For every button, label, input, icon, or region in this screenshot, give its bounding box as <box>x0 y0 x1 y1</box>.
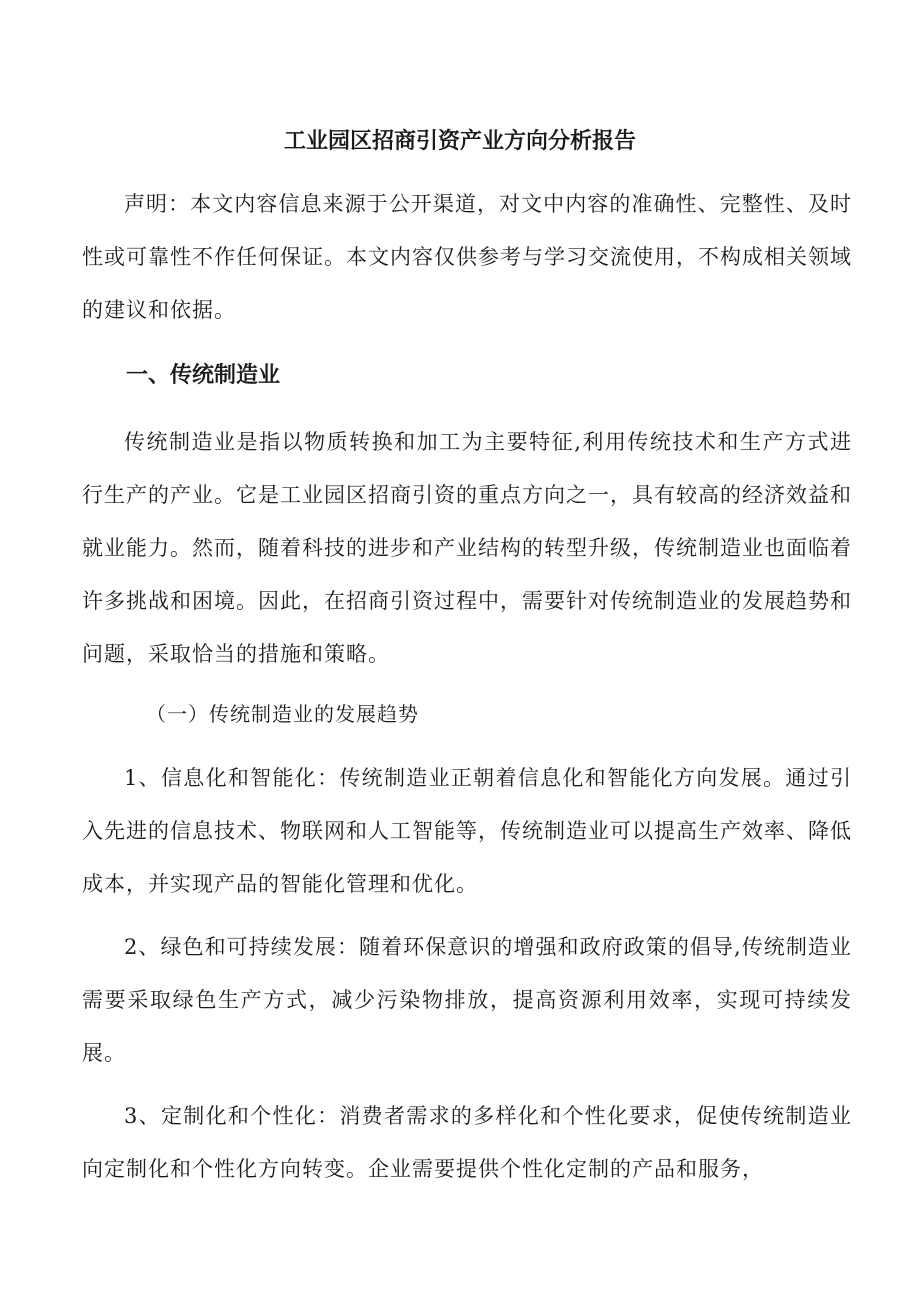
section-heading-traditional-manufacturing: 一、传统制造业 <box>126 363 281 388</box>
document-title: 工业园区招商引资产业方向分析报告 <box>283 129 636 154</box>
subsection-heading-trends: （一）传统制造业的发展趋势 <box>146 702 419 726</box>
disclaimer-paragraph: 声明：本文内容信息来源于公开渠道，对文中内容的准确性、完整性、及时性或可靠性不作任何保证。本文内容仅供参考与学习交流使用，不构成相关领域的建议和依据。 <box>82 192 852 322</box>
section-intro-paragraph: 传统制造业是指以物质转换和加工为主要特征,利用传统技术和生产方式进行生产的产业。它是工业园区招商引资的重点方向之一，具有较高的经济效益和就业能力。然而，随着科技的进步和产业结构的转型升级，传统制造业也面临着许多挑战和困境。因此，在招商引资过程中，需要针对传统制造业的发展趋势和问题，采取恰当的措施和策略。 <box>82 430 852 666</box>
trend-item-green-development: 2、绿色和可持续发展：随着环保意识的增强和政府政策的倡导,传统制造业需要采取绿色生产方式，减少污染物排放，提高资源利用效率，实现可持续发展。 <box>82 935 852 1065</box>
trend-item-informatization: 1、信息化和智能化：传统制造业正朝着信息化和智能化方向发展。通过引入先进的信息技术、物联网和人工智能等，传统制造业可以提高生产效率、降低成本，并实现产品的智能化管理和优化。 <box>82 766 852 896</box>
trend-item-customization: 3、定制化和个性化：消费者需求的多样化和个性化要求，促使传统制造业向定制化和个性化方向转变。企业需要提供个性化定制的产品和服务， <box>82 1104 852 1181</box>
